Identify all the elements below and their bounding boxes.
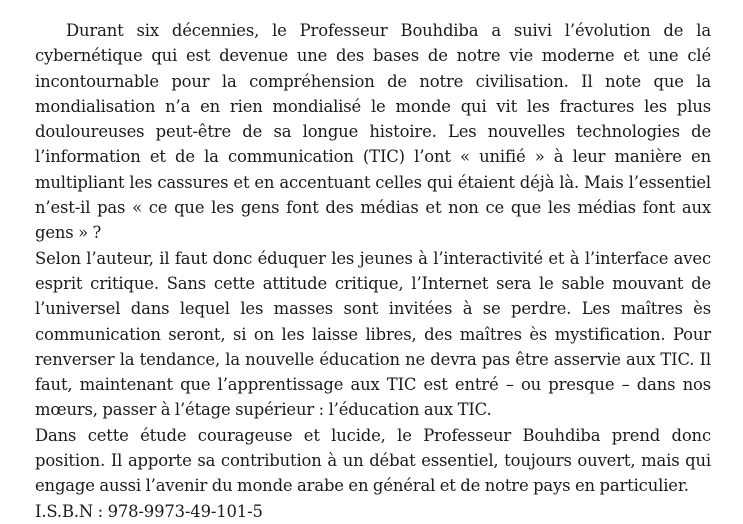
paragraph-intro: Durant six décennies, le Professeur Bouhdiba a suivi l’évolution de la cybernétique qui est devenue une des bases de notre vie moderne et une clé incontournable pour la compréhension de notre civilisation. Il note que la mondialisation n’a en rien mondialisé le monde qui vit les fractures les plus douloureuses peut-être de sa longue histoire. Les nouvelles technologies de l’information et de la communication (TIC) l’ont « unifié » à leur manière en multipliant les cassures et en accentuant celles qui étaient déjà là. Mais l’essentiel n’est-il pas « ce que les gens font des médias et non ce que les médias font aux gens » ? [35,21,711,243]
paragraph-education: Selon l’auteur, il faut donc éduquer les jeunes à l’interactivité et à l’interface avec esprit critique. Sans cette attitude critique, l’Internet sera le sable mouvant de l’universel dans lequel les masses sont invitées à se perdre. Les maîtres ès communication seront, si on les laisse libres, des maîtres ès mystification. Pour renverser la tendance, la nouvelle éducation ne devra pas être asservie aux TIC. Il faut, maintenant que l’apprentissage aux TIC est entré – ou presque – dans nos mœurs, passer à l’étage supérieur : l’éducation aux TIC. [35,248,711,420]
paragraph-conclusion: Dans cette étude courageuse et lucide, le Professeur Bouhdiba prend donc position. Il apporte sa contribution à un débat essentiel, toujours ouvert, mais qui engage aussi l’avenir du monde arabe en général et de notre pays en particulier. [35,425,711,496]
isbn-line: I.S.B.N : 978-9973-49-101-5 [35,501,263,521]
back-cover-text [35,18,711,524]
